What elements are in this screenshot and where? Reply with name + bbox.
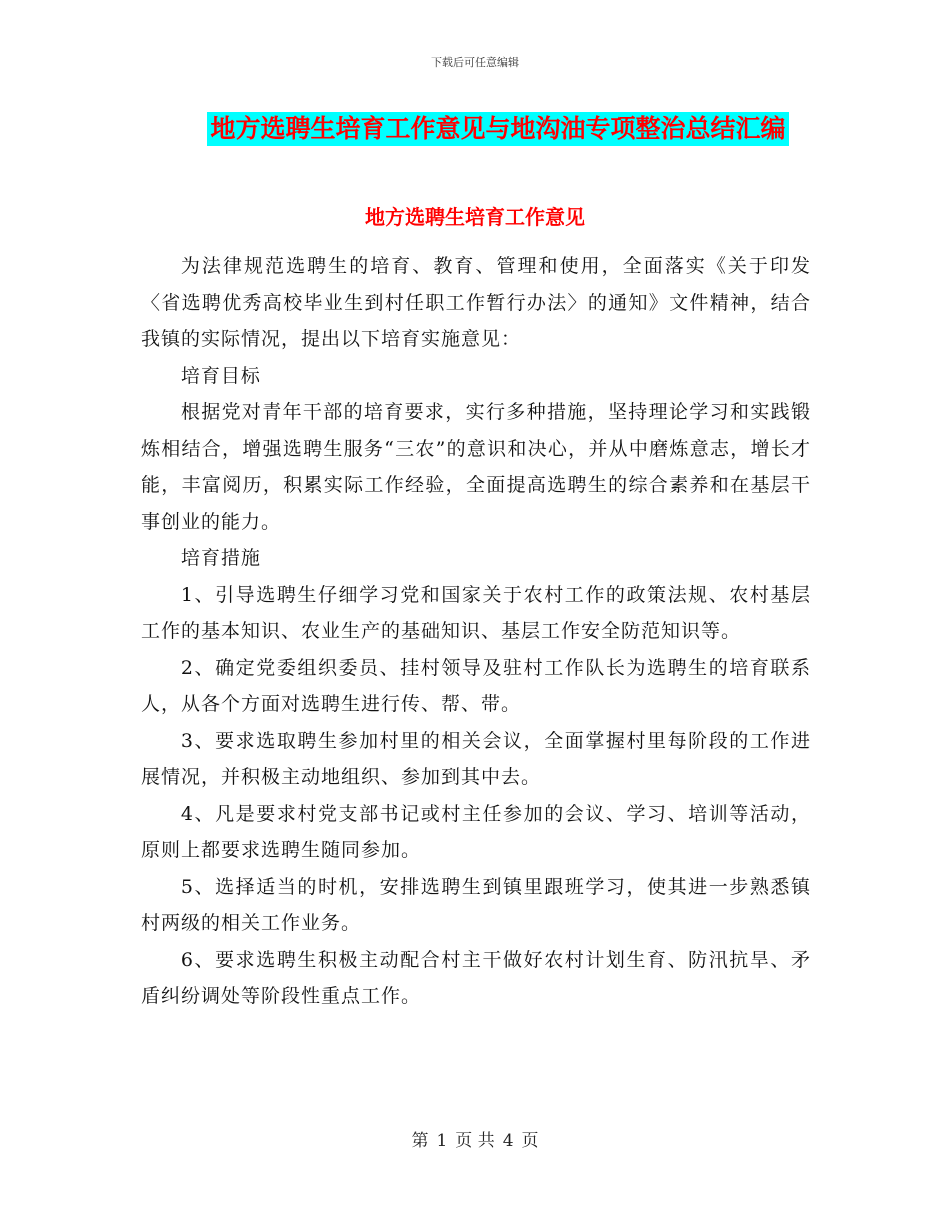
measure-item-6: 6、要求选聘生积极主动配合村主干做好农村计划生育、防汛抗旱、矛盾纠纷调处等阶段性重点工作。 xyxy=(141,948,811,1007)
footer-prefix: 第 xyxy=(411,1131,429,1151)
footer-current-page: 1 xyxy=(436,1131,448,1151)
footer-total-pages: 4 xyxy=(502,1131,514,1151)
measure-item-1: 1、引导选聘生仔细学习党和国家关于农村工作的政策法规、农村基层工作的基本知识、农业生产的基础知识、基层工作安全防范知识等。 xyxy=(141,583,811,642)
heading-measures: 培育措施 xyxy=(180,547,261,569)
document-body xyxy=(141,248,811,1015)
heading-goal: 培育目标 xyxy=(180,364,261,387)
document-title: 地方选聘生培育工作意见与地沟油专项整治总结汇编 xyxy=(207,112,788,146)
paragraph-intro: 为法律规范选聘生的培育、教育、管理和使用，全面落实《关于印发〈省选聘优秀高校毕业生到村任职工作暂行办法〉的通知》文件精神，结合我镇的实际情况，提出以下培育实施意见： xyxy=(141,255,811,350)
measure-item-2: 2、确定党委组织委员、挂村领导及驻村工作队长为选聘生的培育联系人，从各个方面对选聘生进行传、帮、带。 xyxy=(141,656,811,715)
measure-item-3: 3、要求选取聘生参加村里的相关会议，全面掌握村里每阶段的工作进展情况，并积极主动地组织、参加到其中去。 xyxy=(141,729,811,788)
paragraph-goal: 根据党对青年干部的培育要求，实行多种措施，坚持理论学习和实践锻炼相结合，增强选聘生服务“三农”的意识和决心，并从中磨炼意志，增长才能，丰富阅历，积累实际工作经验，全面提高选聘生的综合素养和在基层干事创业的能力。 xyxy=(141,401,811,533)
measure-item-4: 4、凡是要求村党支部书记或村主任参加的会议、学习、培训等活动，原则上都要求选聘生随同参加。 xyxy=(141,802,811,861)
footer-suffix: 页 xyxy=(521,1131,539,1151)
document-title-container xyxy=(0,112,950,146)
page-footer xyxy=(0,1126,950,1151)
section-title: 地方选聘生培育工作意见 xyxy=(365,205,585,229)
header-note: 下载后可任意编辑 xyxy=(431,56,519,69)
footer-middle: 页 共 xyxy=(455,1131,495,1151)
measure-item-5: 5、选择适当的时机，安排选聘生到镇里跟班学习，使其进一步熟悉镇村两级的相关工作业务。 xyxy=(141,875,811,934)
